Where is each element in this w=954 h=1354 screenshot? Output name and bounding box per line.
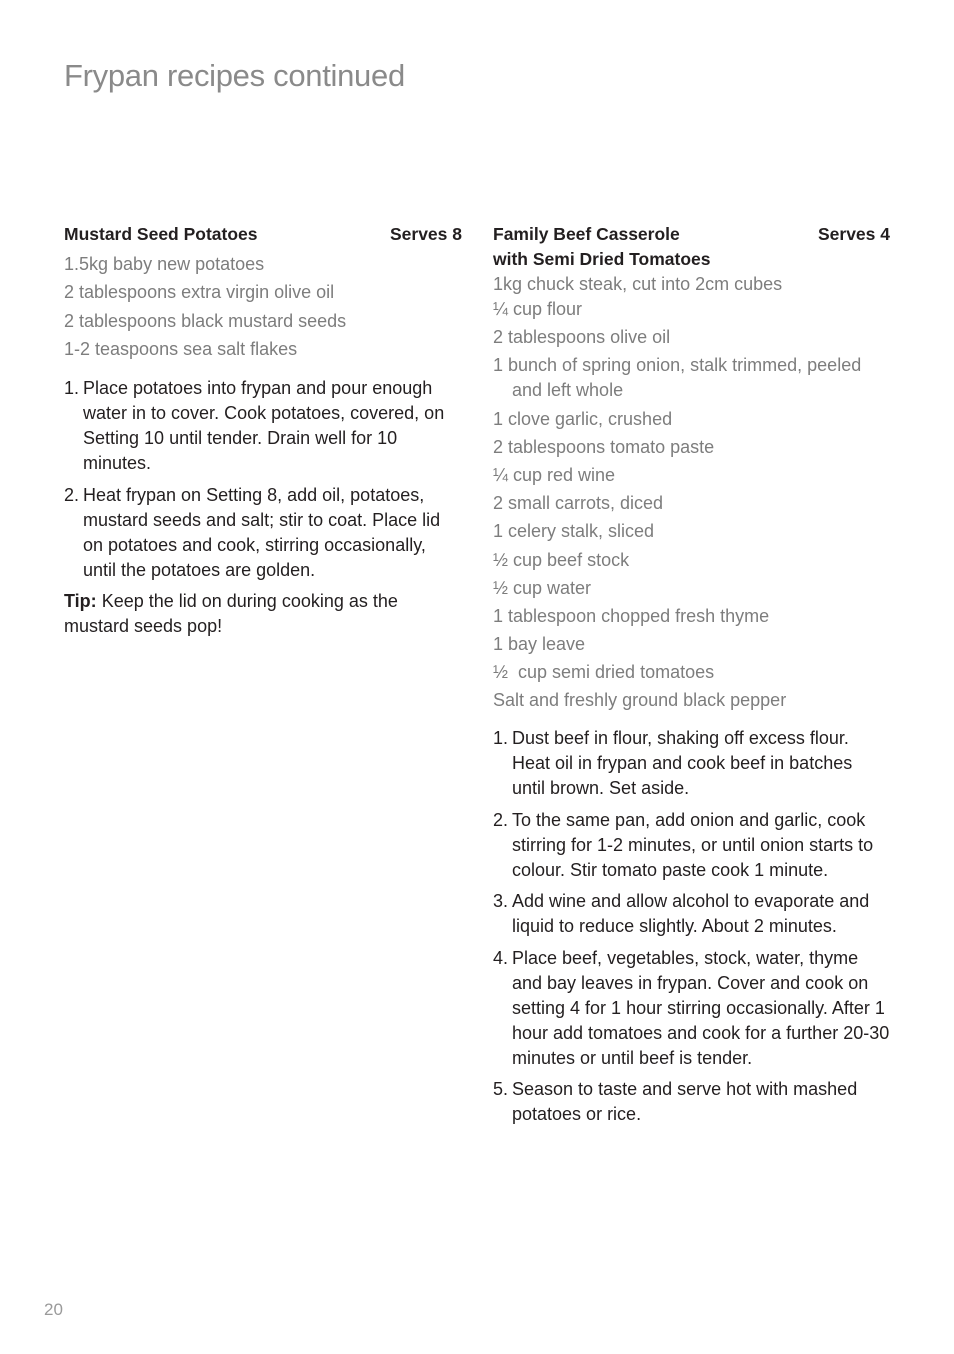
ingredient-item: ¼ cup red wine xyxy=(493,464,616,485)
tip xyxy=(64,589,462,639)
step-number: 1. xyxy=(493,728,509,749)
ingredient-item: 1 celery stalk, sliced xyxy=(493,521,655,542)
ingredient-item: 2 small carrots, diced xyxy=(493,493,664,514)
step-number: 5. xyxy=(493,1079,509,1100)
ingredient-item: 1 bunch of spring onion, stalk trimmed, peeled and left whole xyxy=(493,355,862,401)
ingredient-item: ¼ cup flour xyxy=(493,299,583,319)
step-number: 1. xyxy=(64,378,80,399)
step-text: Heat frypan on Setting 8, add oil, potatoes, mustard seeds and salt; stir to coat. Place lid on potatoes and cook, stirring occasionally, until the potatoes are golden. xyxy=(83,484,441,580)
recipe-header xyxy=(64,222,462,247)
ingredient-item: 2 tablespoons extra virgin olive oil xyxy=(64,282,335,303)
ingredient-item: 2 tablespoons tomato paste xyxy=(493,436,715,457)
tip-text: Keep the lid on during cooking as the mustard seeds pop! xyxy=(64,591,398,637)
tip-label: Tip: xyxy=(64,591,97,612)
step-number: 2. xyxy=(64,484,80,505)
method-step xyxy=(493,1077,890,1127)
ingredient-item: 2 tablespoons black mustard seeds xyxy=(64,310,347,331)
step-number: 3. xyxy=(493,891,509,912)
recipe-mustard-seed-potatoes xyxy=(64,222,462,639)
ingredient-item: Salt and freshly ground black pepper xyxy=(493,690,787,711)
ingredients-list xyxy=(493,272,890,713)
recipe-title-line-2: with Semi Dried Tomatoes xyxy=(493,249,711,269)
recipe-title-line-1: Family Beef Casserole xyxy=(493,224,680,244)
recipe-family-beef-casserole xyxy=(493,222,890,1134)
ingredient-item: ½ cup beef stock xyxy=(493,549,630,570)
ingredient-item: 1-2 teaspoons sea salt flakes xyxy=(64,338,298,359)
method-step xyxy=(493,946,890,1071)
step-text: To the same pan, add onion and garlic, cook stirring for 1-2 minutes, or until onion starts to colour. Stir tomato paste cook 1 minute. xyxy=(512,809,874,880)
method-step xyxy=(493,889,890,939)
ingredient-item: 1 bay leave xyxy=(493,634,586,655)
ingredients-list xyxy=(64,250,462,363)
method-step xyxy=(64,376,462,476)
recipe-title xyxy=(493,222,711,272)
step-number: 2. xyxy=(493,809,509,830)
step-text: Place beef, vegetables, stock, water, thyme and bay leaves in frypan. Cover and cook on setting 4 for 1 hour stirring occasionally. After 1 hour add tomatoes and cook for a further 20-30 minutes or until beef is tender. xyxy=(512,947,890,1068)
step-text: Season to taste and serve hot with mashed potatoes or rice. xyxy=(512,1079,858,1125)
recipe-title: Mustard Seed Potatoes xyxy=(64,224,258,244)
method-step xyxy=(64,483,462,583)
recipe-header xyxy=(493,222,890,272)
step-text: Add wine and allow alcohol to evaporate and liquid to reduce slightly. About 2 minutes. xyxy=(512,891,870,937)
ingredient-item: 2 tablespoons olive oil xyxy=(493,327,671,348)
serves-label: Serves 8 xyxy=(389,224,462,244)
method-list xyxy=(64,376,462,583)
page-title: Frypan recipes continued xyxy=(64,58,405,93)
ingredient-item: 1.5kg baby new potatoes xyxy=(64,254,265,274)
method-step xyxy=(493,808,890,883)
step-text: Place potatoes into frypan and pour enough water in to cover. Cook potatoes, covered, on Setting 10 until tender. Drain well for 10 minutes. xyxy=(83,378,445,474)
ingredient-item: 1 clove garlic, crushed xyxy=(493,408,673,429)
method-step xyxy=(493,726,890,801)
step-text: Dust beef in flour, shaking off excess flour. Heat oil in frypan and cook beef in batches until brown. Set aside. xyxy=(512,728,853,799)
method-list xyxy=(493,726,890,1127)
ingredient-item: 1 tablespoon chopped fresh thyme xyxy=(493,605,770,626)
serves-label: Serves 4 xyxy=(817,224,890,244)
ingredient-item: ½ cup semi dried tomatoes xyxy=(493,662,715,683)
ingredient-item: ½ cup water xyxy=(493,577,592,598)
page-number: 20 xyxy=(44,1300,63,1319)
step-number: 4. xyxy=(493,947,509,968)
ingredient-item: 1kg chuck steak, cut into 2cm cubes xyxy=(493,274,783,294)
